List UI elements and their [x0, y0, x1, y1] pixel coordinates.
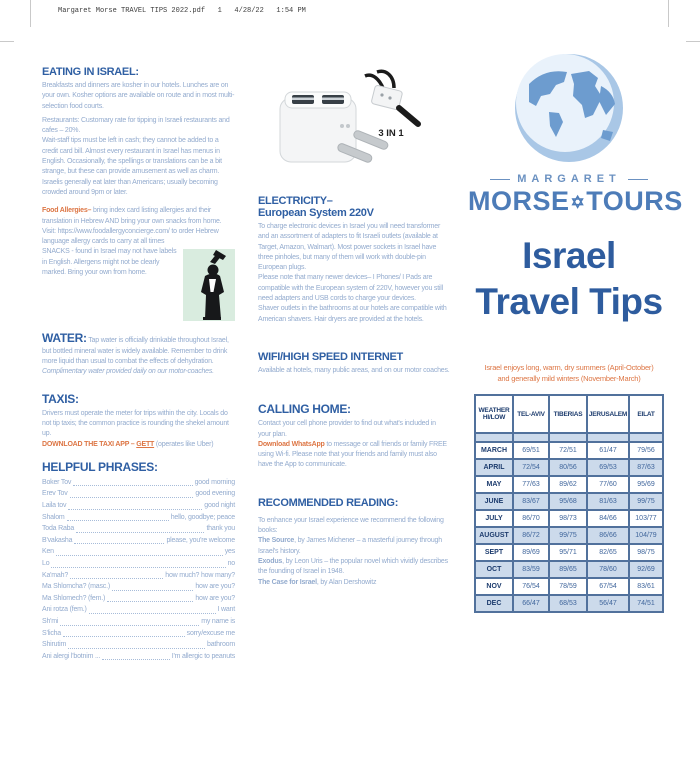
- temperature-cell: 82/65: [587, 544, 629, 561]
- temperature-cell: 104/79: [629, 527, 663, 544]
- temperature-cell: 84/66: [587, 510, 629, 527]
- book-list: [258, 536, 450, 587]
- dotted-leader: [73, 484, 192, 486]
- phrase-row: [42, 546, 235, 558]
- spacer-cell: [549, 433, 587, 442]
- calling-paragraph: Contact your cell phone provider to find out what's included in your plan.: [258, 420, 436, 438]
- star-of-david-icon: ✡: [570, 193, 586, 212]
- climate-note-line-2: and generally mild winters (November-March): [497, 373, 641, 383]
- temperature-cell: 86/66: [587, 527, 629, 544]
- month-cell: SEPT: [475, 544, 513, 561]
- weather-row: [475, 510, 663, 527]
- temperature-cell: 72/54: [513, 459, 549, 476]
- temperature-cell: 72/51: [549, 442, 587, 459]
- phrase-hebrew: Ani rotza (fem.): [42, 606, 87, 614]
- spacer-cell: [513, 433, 549, 442]
- phrase-hebrew: Laila tov: [42, 502, 67, 510]
- phrase-hebrew: Shirutim: [42, 641, 67, 649]
- phrase-hebrew: Toda Raba: [42, 525, 75, 533]
- temperature-cell: 89/62: [549, 476, 587, 493]
- month-cell: OCT: [475, 561, 513, 578]
- phrase-hebrew: Ka'mah?: [42, 571, 69, 579]
- month-cell: JUNE: [475, 493, 513, 510]
- book-description: , by Alan Dershowitz: [316, 578, 377, 586]
- phrase-english: how much? how many?: [165, 571, 235, 579]
- whatsapp-paragraph: [258, 440, 450, 471]
- phrase-english: bathroom: [207, 641, 235, 649]
- dotted-leader: [68, 508, 202, 510]
- month-cell: JULY: [475, 510, 513, 527]
- temperature-cell: 67/54: [587, 578, 629, 595]
- temperature-cell: 87/63: [629, 459, 663, 476]
- phrase-hebrew: Ani alergi l'botnim ...: [42, 652, 101, 660]
- dotted-leader: [56, 554, 223, 556]
- taxis-paragraph: Drivers must operate the meter for trips within the city. Locals do not tip taxis; the common practice is rounding the shekel amount up.: [42, 409, 229, 438]
- food-allergies-text: to order Hebrew language allergy cards to carry at all times: [42, 227, 219, 246]
- book-entry: [258, 578, 450, 588]
- brochure-title: [468, 233, 670, 325]
- phrase-row: [42, 628, 235, 640]
- title-line-1: Israel: [522, 235, 616, 276]
- power-adapter-image: [258, 68, 446, 186]
- temperature-cell: 69/51: [513, 442, 549, 459]
- temperature-cell: 83/59: [513, 561, 549, 578]
- phrase-english: I'm allergic to peanuts: [171, 652, 235, 660]
- weather-col-header: JERUSALEM: [587, 395, 629, 433]
- climate-note: [468, 363, 670, 384]
- dotted-leader: [74, 542, 164, 544]
- temperature-cell: 81/63: [587, 493, 629, 510]
- temperature-cell: 99/75: [549, 527, 587, 544]
- book-title: The Source: [258, 537, 295, 545]
- weather-col-header: TIBERIAS: [549, 395, 587, 433]
- weather-col-header: EILAT: [629, 395, 663, 433]
- phrase-row: [42, 500, 235, 512]
- electricity-paragraph: Please note that many newer devices– I Phones/ I Pads are compatible with the European system of 220V, however you still need adapters and USB cords to charge your devices.: [258, 274, 444, 303]
- taxi-app-line: [42, 440, 235, 450]
- weather-row: [475, 527, 663, 544]
- weather-row: [475, 561, 663, 578]
- phrase-hebrew: Shalom: [42, 513, 65, 521]
- book-title: The Case for Israel: [258, 578, 317, 586]
- temperature-cell: 78/59: [549, 578, 587, 595]
- crop-mark: [30, 0, 31, 27]
- middle-panel: [258, 68, 450, 588]
- electricity-heading: ELECTRICITY–: [258, 195, 333, 207]
- book-entry: [258, 536, 450, 557]
- phrase-english: no: [227, 559, 235, 567]
- book-description: , by Leon Uris – the popular novel which vividly describes the founding of Israel in 1948.: [258, 557, 448, 576]
- dotted-leader: [51, 566, 225, 568]
- right-panel: [468, 50, 683, 613]
- phrase-hebrew: Ma Shlomech? (fem.): [42, 594, 106, 602]
- weather-row: [475, 493, 663, 510]
- crop-mark: [0, 41, 14, 42]
- temperature-cell: 78/60: [587, 561, 629, 578]
- month-cell: NOV: [475, 578, 513, 595]
- phrase-english: I want: [217, 606, 235, 614]
- temperature-cell: 80/56: [549, 459, 587, 476]
- eating-heading: EATING IN ISRAEL:: [42, 66, 139, 78]
- phrase-hebrew: Ken: [42, 548, 54, 556]
- water-text: Tap water is officially drinkable throughout Israel, but bottled mineral water is widely available. Remember to drink more liquid than usual to combat the effects of dehydration.: [42, 337, 229, 366]
- temperature-cell: 95/71: [549, 544, 587, 561]
- phrase-english: hello, goodbye; peace: [170, 513, 235, 521]
- phrases-heading: HELPFUL PHRASES:: [42, 459, 158, 474]
- phrase-row: [42, 651, 235, 663]
- pdf-print-header: Margaret Morse TRAVEL TIPS 2022.pdf 1 4/28/22 1:54 PM: [58, 7, 306, 15]
- eating-paragraph: Breakfasts and dinners are kosher in our hotels. Lunches are on your own. Kosher options are available on route and in most multi-selection food courts.: [42, 82, 235, 110]
- dotted-leader: [102, 658, 170, 660]
- book-entry: [258, 557, 450, 578]
- weather-row: [475, 578, 663, 595]
- crop-mark: [686, 41, 700, 42]
- title-line-2: Travel Tips: [475, 281, 663, 322]
- snacks-paragraph: [42, 247, 235, 278]
- temperature-cell: 61/47: [587, 442, 629, 459]
- month-cell: APRIL: [475, 459, 513, 476]
- phrase-row: [42, 604, 235, 616]
- weather-header-row: [475, 395, 663, 433]
- temperature-cell: 56/47: [587, 595, 629, 612]
- taxis-heading: TAXIS:: [42, 391, 79, 406]
- reading-intro: To enhance your Israel experience we recommend the following books:: [258, 516, 444, 535]
- temperature-cell: 83/67: [513, 493, 549, 510]
- logo-rule: [628, 179, 648, 180]
- water-heading: WATER:: [42, 331, 87, 346]
- temperature-cell: 89/69: [513, 544, 549, 561]
- climate-note-line-1: Israel enjoys long, warm, dry summers (April-October): [484, 363, 654, 372]
- phrase-row: [42, 512, 235, 524]
- taxi-app-suffix: (operates like Uber): [154, 440, 214, 448]
- phrase-english: my name is: [201, 617, 235, 625]
- crop-mark: [668, 0, 669, 27]
- taxi-app-label: DOWNLOAD THE TAXI APP –: [42, 440, 137, 448]
- temperature-cell: 66/47: [513, 595, 549, 612]
- phrase-english: good evening: [195, 490, 235, 498]
- month-cell: AUGUST: [475, 527, 513, 544]
- snacks-text: SNACKS - found in Israel may not have labels in English. Allergens might not be clearly marked. Bring your own from home.: [42, 248, 177, 277]
- phrase-english: yes: [224, 548, 235, 556]
- temperature-cell: 77/63: [513, 476, 549, 493]
- food-allergies-paragraph: [42, 206, 235, 247]
- temperature-cell: 79/56: [629, 442, 663, 459]
- temperature-cell: 68/53: [549, 595, 587, 612]
- company-logo: [468, 50, 683, 217]
- electricity-paragraph: Shaver outlets in the bathrooms at our hotels are compatible with American shavers. Hair dryers are provided at the hotels.: [258, 305, 447, 323]
- weather-spacer-row: [475, 433, 663, 442]
- temperature-cell: 89/65: [549, 561, 587, 578]
- whatsapp-label: Download WhatsApp: [258, 440, 325, 448]
- book-description: , by James Michener – a masterful journey through Israel's history.: [258, 537, 442, 555]
- weather-row: [475, 442, 663, 459]
- logo-morse: MORSE: [468, 186, 570, 216]
- temperature-cell: 95/69: [629, 476, 663, 493]
- book-title: Exodus: [258, 557, 283, 565]
- phrase-row: [42, 558, 235, 570]
- phrase-list: [42, 477, 235, 663]
- temperature-cell: 92/69: [629, 561, 663, 578]
- electricity-subheading: European System 220V: [258, 207, 374, 219]
- phrase-english: how are you?: [195, 583, 235, 591]
- phrase-hebrew: S'licha: [42, 629, 62, 637]
- reading-heading: RECOMMENDED READING:: [258, 496, 399, 509]
- weather-col-header: TEL-AVIV: [513, 395, 549, 433]
- temperature-cell: 98/75: [629, 544, 663, 561]
- left-panel: [42, 66, 235, 662]
- temperature-cell: 103/77: [629, 510, 663, 527]
- food-allergies-label: Food Allergies–: [42, 207, 92, 215]
- electricity-paragraph: To charge electronic devices in Israel you will need transformer and an assortment of adapters to fit Israeli outlets (available at Target, Amazon, Walmart). Most power sockets in Israel have three pinholes, but many of them will work with double-pin European plugs.: [258, 223, 441, 272]
- dotted-leader: [112, 589, 193, 591]
- allergy-cards-link[interactable]: https://www.foodallergyconcierge.com/: [57, 227, 170, 235]
- temperature-cell: 86/70: [513, 510, 549, 527]
- calling-home-heading: CALLING HOME:: [258, 402, 351, 417]
- weather-table: [474, 394, 664, 613]
- phrase-row: [42, 616, 235, 628]
- dotted-leader: [63, 635, 185, 637]
- phrase-english: good night: [204, 502, 235, 510]
- dotted-leader: [107, 600, 193, 602]
- phrase-row: [42, 477, 235, 489]
- phrase-hebrew: B'vakasha: [42, 536, 73, 544]
- weather-row: [475, 459, 663, 476]
- temperature-cell: 77/60: [587, 476, 629, 493]
- wifi-heading: WIFI/HIGH SPEED INTERNET: [258, 350, 403, 363]
- wifi-paragraph: Available at hotels, many public areas, and on our motor coaches.: [258, 366, 450, 374]
- phrase-row: [42, 488, 235, 500]
- temperature-cell: 86/72: [513, 527, 549, 544]
- waiter-clipart: [183, 249, 235, 321]
- dotted-leader: [76, 531, 204, 533]
- adapter-3in1-label: 3 IN 1: [378, 128, 404, 139]
- dotted-leader: [89, 612, 216, 614]
- temperature-cell: 74/51: [629, 595, 663, 612]
- logo-tours: TOURS: [586, 186, 683, 216]
- phrase-english: please, you're welcome: [166, 536, 235, 544]
- phrase-row: [42, 535, 235, 547]
- logo-morse-tours: [468, 186, 683, 217]
- month-cell: MAY: [475, 476, 513, 493]
- month-cell: MARCH: [475, 442, 513, 459]
- dotted-leader: [70, 496, 194, 498]
- weather-row: [475, 544, 663, 561]
- eating-paragraph: Wait-staff tips must be left in cash; they cannot be added to a credit card bill. Almost every restaurant in Israel has menus in English. Occasionally, the spellings or translations can be a bit strange, but these can provide amusement as well as charm. Israelis generally eat later than Americans; usually becoming crowded around 9pm or later.: [42, 137, 222, 196]
- weather-row: [475, 476, 663, 493]
- dotted-leader: [70, 577, 163, 579]
- dotted-leader: [60, 624, 199, 626]
- phrase-english: sorry/excuse me: [186, 629, 235, 637]
- temperature-cell: 69/53: [587, 459, 629, 476]
- phrase-hebrew: Lo: [42, 559, 50, 567]
- temperature-cell: 76/54: [513, 578, 549, 595]
- spacer-cell: [629, 433, 663, 442]
- temperature-cell: 95/68: [549, 493, 587, 510]
- spacer-cell: [587, 433, 629, 442]
- logo-margaret: MARGARET: [517, 173, 621, 185]
- spacer-cell: [475, 433, 513, 442]
- phrase-row: [42, 581, 235, 593]
- phrase-hebrew: Sh'mi: [42, 617, 59, 625]
- logo-rule: [490, 179, 510, 180]
- phrase-english: thank you: [206, 525, 235, 533]
- water-paragraph: [42, 333, 235, 367]
- water-note: Complimentary water provided daily on our motor-coaches.: [42, 368, 214, 376]
- phrase-english: good morning: [194, 478, 235, 486]
- temperature-cell: 99/75: [629, 493, 663, 510]
- phrase-hebrew: Ma Shlomcha? (masc.): [42, 583, 110, 591]
- food-allergies-text: bring index card listing allergies and their translation in Hebrew AND bring your own snacks from home. Visit:: [42, 207, 222, 235]
- month-cell: DEC: [475, 595, 513, 612]
- phrase-row: [42, 639, 235, 651]
- weather-row: [475, 595, 663, 612]
- phrase-row: [42, 570, 235, 582]
- eating-paragraph: Restaurants: Customary rate for tipping in Israeli restaurants and cafes – 20%.: [42, 116, 230, 135]
- phrase-row: [42, 593, 235, 605]
- whatsapp-text: to message or call friends or family FREE using Wi-fi. Please note that your friends and family must also have the App to communicate.: [258, 440, 447, 469]
- phrase-english: how are you?: [195, 594, 235, 602]
- gett-link[interactable]: GETT: [136, 440, 155, 448]
- temperature-cell: 83/61: [629, 578, 663, 595]
- phrase-hebrew: Erev Tov: [42, 490, 68, 498]
- globe-icon: [511, 50, 627, 166]
- phrase-row: [42, 523, 235, 535]
- dotted-leader: [68, 647, 205, 649]
- weather-col-header: WEATHER HI/LOW: [475, 395, 513, 433]
- dotted-leader: [67, 519, 169, 521]
- temperature-cell: 98/73: [549, 510, 587, 527]
- phrase-hebrew: Boker Tov: [42, 478, 72, 486]
